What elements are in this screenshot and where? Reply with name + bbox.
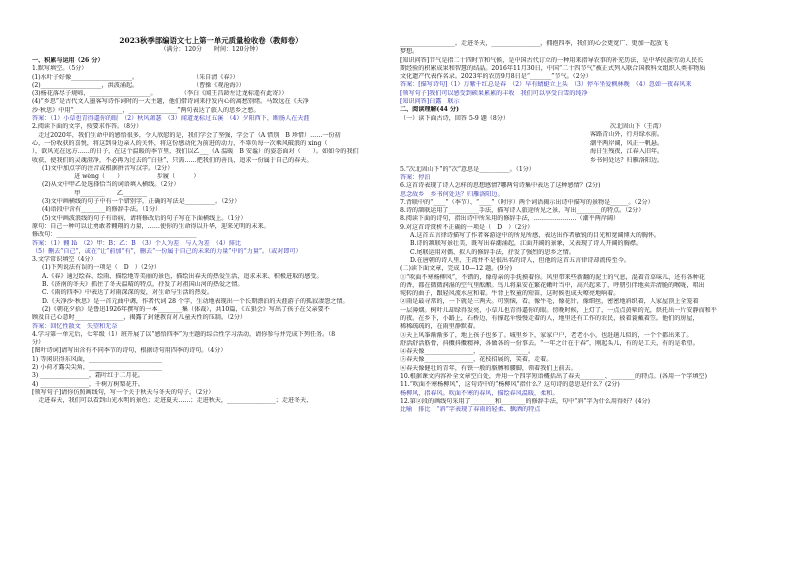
text-line: (4)语段中含有________的修辞手法。（1分） [42, 206, 162, 214]
text-line: (2)《朝花夕拾》是鲁迅1926年撰写的一本________集（体裁），共10篇，《五猖会》写出了孩子在父亲要不 [42, 305, 330, 313]
text-line: (1)水叶子好像____________________。 （朱自清《春》） [32, 73, 239, 81]
text-line: (2)____________________，洪波涌起。 （曹操《观沧海》） [32, 81, 245, 89]
text-line: B.诗的颔联写景壮美，既写出春潮涌起，江面开阔的景象，又表现了诗人开阔的胸襟。 [410, 240, 642, 248]
text-line: (3)杨花落尽子规啼，____________________。 （李白《闻王昌龄左迁龙标遥有此寄》） [32, 90, 288, 98]
text-line: 8.阅读下面的诗句，指出诗中所采用的修辞手法，…………………（潮平两岸阔） [400, 215, 620, 223]
text-line: 1.默写填空。（5分） [32, 65, 88, 73]
text-line: D.在唐朝的诗人里，王湾并不是很出名的诗人，但他的这首五言律诗却流传至今。 [410, 256, 630, 264]
text-line: A.这首五言律诗描写了作者客游途中的所见所感，表达出作者敏锐的目光和宽阔博大的胸怀。 [410, 232, 661, 240]
answer-line: 答案：回忆性散文 失望和无奈 [32, 322, 118, 330]
text-line: 分） [32, 339, 45, 347]
text-line: 9.对这首诗赏析不正确的一项是（ D ）（2分） [400, 223, 534, 231]
left-column [32, 36, 390, 552]
text-line: (5)文中画波浪线的句子有语病，请将修改后的句子写在下面横线上。（1分） [42, 214, 247, 222]
text-line: __________________。走进冬天，________________，拥抱四季，我们的心会更宽广、更加一起放飞 [400, 40, 669, 47]
text-line: 原句：自己一种可以让勇敢者翱翔的力量，……使你的生命得以升华，迎来光明的未来。 [32, 222, 270, 230]
answer-line: 答案：（1）小草也青得逼你的眼 （2）秋风萧瑟 （3）闻道龙标过五溪 （4）夕阳西下，断肠人在天涯 [32, 115, 310, 123]
text-line: 修改句：______________________________________________ [32, 231, 197, 239]
text-line: ①“吹面不寒杨柳风”，不错的，像母亲的手抚摸着你。风里带来些新翻的泥土的气息，混着青草味儿，还有各种花 [400, 273, 705, 281]
answer-line: 答案：（1）翱 lǚ （2）甲：B；乙：B （3）个人为差 与人为差 （4）排比 [32, 239, 241, 247]
text-line: 次北固山下（王湾） [610, 122, 665, 130]
text-line: 迸 wèng（ ） 步履（ ） [62, 173, 200, 181]
left-text-block [32, 57, 390, 405]
text-line: 乡书何处达？归雁洛阳边。 [590, 157, 664, 165]
text-line: 海日生残夜，江春入旧年。 [590, 148, 664, 156]
section-heading: 二、阅读理解(44 分) [400, 106, 460, 114]
text-line: (3)文中画横线的句子中有一个错别字，正确的写法是__________。（2分） [42, 198, 241, 206]
text-line: 8.诗的颔联运用了__________手法，描写诗人旅途所见之景，写出________的特点。（2分） [400, 207, 645, 215]
text-line: ②雨是最寻常的，一下就是三两天。可别恼，看，像牛毛，像花针，像细丝，密密地斜织着，人家屋顶上全笼着 [400, 298, 699, 306]
text-line: 沙·秋思》中用“________________，________________”两句表达了旅人的思乡之愁。 [32, 106, 260, 114]
answer-line: 答案：停泊 [400, 173, 431, 181]
text-line: 文化遗产代表作名录。2023年的农历9月8日是“_______”节气。（2分） [400, 73, 592, 81]
text-line: 的香，都在微微润湿的空气里酝酿。鸟儿将巢安在繁花嫩叶当中，高兴起来了，呼朋引伴地卖弄清脆的喉咙，唱出 [400, 281, 705, 289]
text-line: ），欲风光在远方……的日子，在这个温暖的季节里，我们以乙___（A 温暖 B 安谧）的姿态面对（ ）。如如今的我们 [32, 148, 359, 156]
text-line: 顾及自己心意时________________，揭露了封建教育对儿童天性的压制。（2分） [32, 314, 247, 322]
text-line: A.《春》通过绘春、绘雨、描绘地等美丽的景色，描绘出春天的热爱生活，追求未来、积极进取的感受。 [42, 272, 323, 280]
text-line: 的夜。在乡下，小路上，石桥边，有撑起伞慢慢走着的人，地里还有工作的农民，披着蓑戴着笠。他们的房屋， [400, 314, 699, 322]
text-line: (1)文中加点字的注音或根据拼音写汉字。（2分） [42, 164, 174, 172]
text-line: 10.根据课文内容补全文章空白处，并用一个四字短语概括出了春天________、________的特点。(各用一个字填空) [400, 373, 707, 381]
text-line: (1)下列说法有误的一项是（ D ）（2分） [42, 264, 160, 272]
text-line: ④春天像________________，________________。 [400, 348, 535, 356]
text-line: C.《雨的四季》中表达了对雨深深的爱，对生命与生活的热爱。 [42, 289, 213, 297]
text-line: 舒活舒活筋骨，抖擞抖擞精神，各做各的一份事去。“一年之计在于春”，刚起头儿，有的是工夫，有的是希望。 [400, 339, 699, 347]
text-line: C.尾联运用对偶、拟人的修辞手法，抒发了强烈的思乡之情。 [410, 248, 575, 256]
text-line: 走进春天，我们可以看到山光水明的景色；走进夏天……；走进秋天，________________；走进冬天， [32, 397, 313, 405]
right-column [400, 40, 766, 554]
text-line: B.《济南的冬天》抓住了冬天温晴的特点，抒发了对祖国山河的热爱之情。 [42, 281, 244, 289]
section-heading: 一、积累与运用（26 分） [32, 57, 104, 64]
text-line: 2) 小荷才露尖尖角，________________________ [32, 363, 163, 371]
text-line: [知识问答]节气是指二十四时节和气候，是中国古代订立的一种用来指导农事的补充历法，是中华民族劳动人民长 [400, 56, 704, 64]
text-line: 梦想。 [400, 48, 419, 56]
text-line: 3) ________________，霜叶红于二月花。 [32, 372, 144, 380]
text-line: 客路青山外，行舟绿水前。 [590, 131, 664, 139]
text-line: 4) ________________，千树万树梨花开。 [32, 380, 144, 388]
text-line: 4.学习第一单元后，七年级（1）班开展了以“感悟四季”为主题的综合性学习活动，请你参与并完成下列任务。（8 [32, 330, 336, 338]
text-line: 11.“吹面不寒杨柳风”，这句诗中的“杨柳风”指什么？这句诗的意思是什么？(2分) [400, 381, 620, 389]
text-line: 5.“次北固山下”的“次”意思是__________。（1分） [400, 165, 535, 173]
text-line: 走过2020年，我们生命中的感悟很多，令人欣慰的是，我们学会了坚强，学会了（A 惜别 B 珍惜）……一份初 [32, 131, 341, 139]
text-line: 一层薄烟。树叶儿却绿得发亮，小草儿也青得逼你的眼。傍晚时候，上灯了，一点点黄晕的光，烘托出一片安静而和平 [400, 306, 717, 314]
page-subtitle: （满分：120分 时间：120分钟） [160, 46, 262, 53]
text-line: 期经验的积累成果和智慧的结晶。2016年11月30日，中国“二十四节气”被正式列入联合国教科文组织人类非物质 [400, 64, 706, 72]
text-line: （一）读下面古诗，回答 5-9 题（8分） [400, 114, 509, 122]
text-line: 收获，使我们的灵魂澄净，不必再为过去的“白昼”，只需……把我们的善良，追求一份属于自己的春天。 [32, 156, 313, 164]
text-line: ⑤春天像________________，花枝招展的，笑着，走着。 [400, 356, 553, 364]
text-line: (二)读下面文章，完成 10—12 题。(9分) [400, 265, 512, 273]
text-line: 2.阅读下面的文字，按要求作答。（8分） [32, 123, 143, 131]
answer-line: 杨柳风，指春风。吹面不寒的春风，描绘春风温暖，柔和。 [400, 389, 559, 397]
page-title: 2023秋季部编语文七上第一单元质量检收卷（教师卷） [119, 36, 303, 45]
answer-line: 思念故乡 乡书何处达？归雁洛阳边。 [400, 190, 504, 198]
text-line: 稀稀疏疏的，在雨里静默着。 [400, 323, 480, 331]
text-line: 宛转的曲子，跟轻风流水应和着。牛背上牧童的短笛，这时候也成天嘹亮地响着。 [400, 290, 620, 298]
text-line: 12.第②段的画线句采用了________和________的修辞手法，句中“斜”字为什么用得好？(4分) [400, 397, 651, 405]
text-line: 7.背联中的“____”（季节）、“____”（时序）两个词语揭示出诗中描写的景物是______。（2分） [400, 198, 654, 206]
answer-line: （5）删去“自己”，或在“让”前加“有”，删去“一份属于自己的未来的力量”中的“力量”。（或对即可） [32, 247, 302, 255]
text-line: [领写句子]请你仿照画线句，写一个关于秋天与冬天的句子。（2分） [32, 388, 215, 396]
right-text-block [400, 40, 766, 415]
text-line: (4)“乡思”是古代文人墨客写诗作词时的一大主题，他们借诗词来抒发内心的离愁别绪。马致远在《天净 [32, 98, 309, 106]
text-line: (2)从文中甲乙处选择恰当的词语填入横线。（2分） [42, 181, 180, 189]
answer-line: 比喻 排比 “斜”字表现了春雨的轻柔、飘洒的特点 [400, 406, 541, 414]
text-line: 心，一份收获的喜悦，将这到身边亲人的关怀，将这份感动化为前进的动力，不辜负每一次乘风破浪的 xing（ [32, 139, 328, 147]
text-line: 3.文学常识填空（4分） [32, 256, 97, 264]
text-line: 甲________ 乙________ [62, 189, 148, 197]
text-line: ⑥春天像健壮的青年，有铁一般的胳膊和腰脚，领着我们上前去。 [400, 364, 577, 372]
text-line: 1) 等闲识得东风面，________________________ [32, 355, 163, 363]
answer-line: 答案：[描写诗句]（1）万紫千红总是春 （2）早有蜻蜓立上头 （3）停车坐爱枫林晚 （4）忽如一夜春风来 [400, 81, 692, 89]
text-line: ③天上风筝渐渐多了，地上孩子也多了。城里乡下，家家户户，老老小小，也赶趟儿似的，一个个都出来了。 [400, 331, 693, 339]
answer-line: [领写句子]我们可以感受到硕果累累的丰收 我们可以享受白雪的纯净 [400, 89, 588, 97]
text-line: D.《天净沙·秋思》是一首元曲中调，作者代词 28 个字，生动地表现出一个长期漂泊的天涯游子的孤寂凄怨之情。 [42, 297, 349, 305]
answer-line: [知识问答]白露 联示 [400, 98, 460, 106]
text-line: 潮平两岸阔，风正一帆悬。 [590, 139, 664, 147]
text-line: [图叶诗词]请写出含有不同季节的诗句，根据诗句用四季的诗句。（4分） [32, 347, 227, 355]
text-line: 6.这首诗表现了诗人怎样的思想感情?哪两句诗集中表达了这种感情？(2分) [400, 182, 601, 190]
